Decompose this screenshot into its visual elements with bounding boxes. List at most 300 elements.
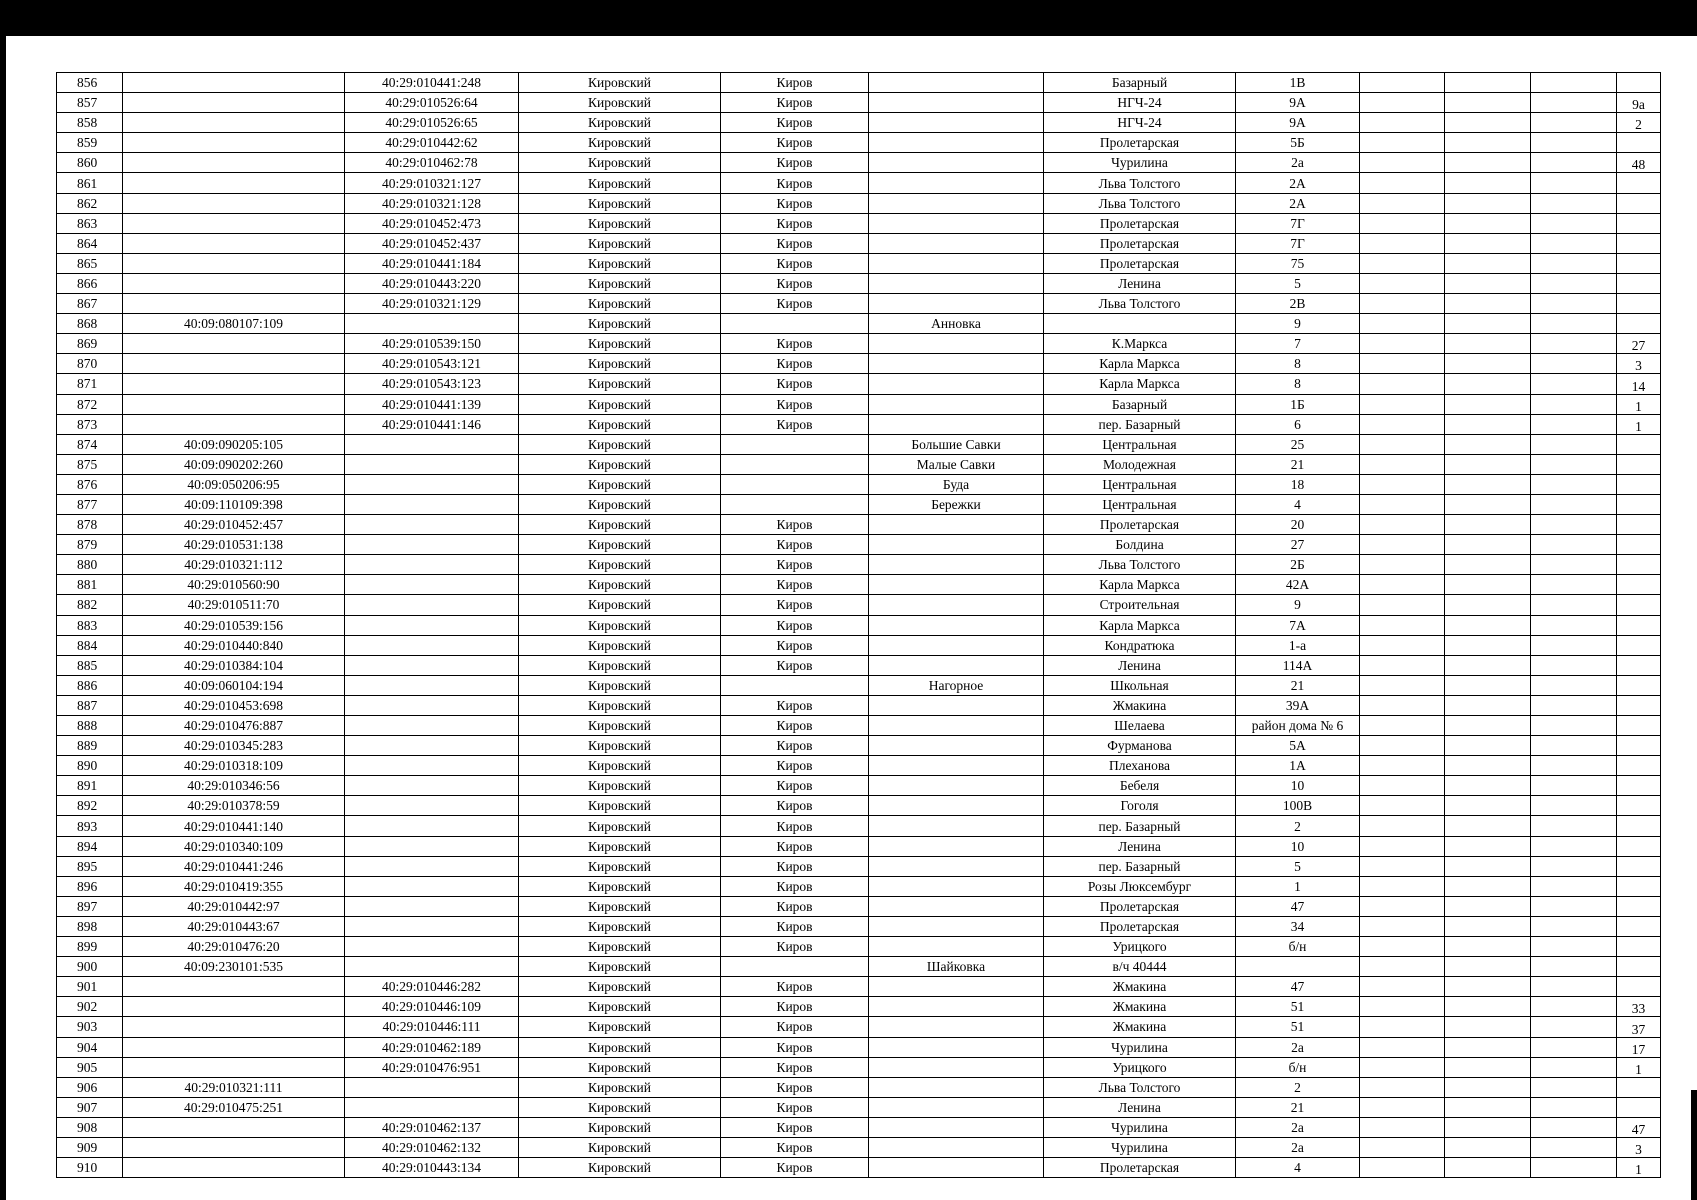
extra-col-1-cell (1360, 575, 1445, 595)
district-cell: Кировский (519, 675, 721, 695)
house-number-cell (1236, 957, 1360, 977)
district-cell: Кировский (519, 133, 721, 153)
extra-col-2-cell (1445, 394, 1531, 414)
cadastral-number-building-cell: 40:29:010321:127 (345, 173, 519, 193)
cadastral-number-building-cell (345, 856, 519, 876)
district-cell: Кировский (519, 716, 721, 736)
city-cell: Киров (721, 756, 869, 776)
street-cell: Ленина (1044, 1097, 1236, 1117)
extra-col-2-cell (1445, 334, 1531, 354)
house-number-cell: 39А (1236, 695, 1360, 715)
city-cell: Киров (721, 1137, 869, 1157)
unit-number-cell (1617, 736, 1661, 756)
settlement-cell (869, 133, 1044, 153)
street-cell: в/ч 40444 (1044, 957, 1236, 977)
row-number-cell: 859 (57, 133, 123, 153)
extra-col-1-cell (1360, 294, 1445, 314)
extra-col-2-cell (1445, 354, 1531, 374)
cadastral-number-land-cell: 40:29:010441:246 (123, 856, 345, 876)
extra-col-2-cell (1445, 635, 1531, 655)
street-cell (1044, 314, 1236, 334)
unit-number-cell: 37 (1617, 1017, 1661, 1037)
table-row (57, 876, 1661, 896)
row-number-cell: 858 (57, 113, 123, 133)
settlement-cell (869, 233, 1044, 253)
settlement-cell (869, 1158, 1044, 1178)
settlement-cell: Буда (869, 474, 1044, 494)
street-cell: Кондратюка (1044, 635, 1236, 655)
cadastral-number-land-cell (123, 153, 345, 173)
extra-col-3-cell (1531, 776, 1617, 796)
district-cell: Кировский (519, 193, 721, 213)
table-row (57, 977, 1661, 997)
row-number-cell: 910 (57, 1158, 123, 1178)
settlement-cell (869, 635, 1044, 655)
extra-col-3-cell (1531, 515, 1617, 535)
table-row (57, 997, 1661, 1017)
cadastral-number-building-cell (345, 314, 519, 334)
cadastral-number-building-cell: 40:29:010462:78 (345, 153, 519, 173)
street-cell: Жмакина (1044, 695, 1236, 715)
street-cell: Льва Толстого (1044, 193, 1236, 213)
cadastral-number-building-cell (345, 816, 519, 836)
house-number-cell: 75 (1236, 253, 1360, 273)
table-row (57, 736, 1661, 756)
cadastral-number-building-cell (345, 756, 519, 776)
district-cell: Кировский (519, 796, 721, 816)
settlement-cell: Большие Савки (869, 434, 1044, 454)
table-row (57, 394, 1661, 414)
house-number-cell: 1А (1236, 756, 1360, 776)
extra-col-1-cell (1360, 555, 1445, 575)
cadastral-number-land-cell (123, 414, 345, 434)
cadastral-number-building-cell (345, 655, 519, 675)
house-number-cell: 1В (1236, 73, 1360, 93)
table-row (57, 796, 1661, 816)
extra-col-3-cell (1531, 173, 1617, 193)
extra-col-1-cell (1360, 334, 1445, 354)
house-number-cell: 7Г (1236, 213, 1360, 233)
house-number-cell: 51 (1236, 1017, 1360, 1037)
city-cell: Киров (721, 193, 869, 213)
district-cell: Кировский (519, 454, 721, 474)
cadastral-number-building-cell: 40:29:010446:282 (345, 977, 519, 997)
cadastral-number-building-cell: 40:29:010321:129 (345, 294, 519, 314)
settlement-cell (869, 856, 1044, 876)
extra-col-3-cell (1531, 93, 1617, 113)
city-cell: Киров (721, 1158, 869, 1178)
extra-col-3-cell (1531, 1077, 1617, 1097)
cadastral-number-land-cell: 40:29:010378:59 (123, 796, 345, 816)
cadastral-number-building-cell (345, 736, 519, 756)
extra-col-2-cell (1445, 173, 1531, 193)
cadastral-number-land-cell: 40:29:010453:698 (123, 695, 345, 715)
property-registry-table (56, 72, 1661, 1178)
extra-col-3-cell (1531, 394, 1617, 414)
table-row (57, 474, 1661, 494)
extra-col-3-cell (1531, 937, 1617, 957)
street-cell: Пролетарская (1044, 515, 1236, 535)
city-cell: Киров (721, 856, 869, 876)
row-number-cell: 909 (57, 1137, 123, 1157)
extra-col-2-cell (1445, 494, 1531, 514)
table-row (57, 294, 1661, 314)
unit-number-cell (1617, 494, 1661, 514)
extra-col-3-cell (1531, 896, 1617, 916)
district-cell: Кировский (519, 756, 721, 776)
district-cell: Кировский (519, 113, 721, 133)
table-row (57, 937, 1661, 957)
district-cell: Кировский (519, 1097, 721, 1117)
district-cell: Кировский (519, 394, 721, 414)
extra-col-3-cell (1531, 655, 1617, 675)
district-cell: Кировский (519, 1137, 721, 1157)
table-row (57, 856, 1661, 876)
table-row (57, 153, 1661, 173)
city-cell: Киров (721, 173, 869, 193)
unit-number-cell (1617, 314, 1661, 334)
district-cell: Кировский (519, 294, 721, 314)
row-number-cell: 897 (57, 896, 123, 916)
district-cell: Кировский (519, 856, 721, 876)
settlement-cell (869, 193, 1044, 213)
street-cell: Центральная (1044, 494, 1236, 514)
table-row (57, 494, 1661, 514)
row-number-cell: 861 (57, 173, 123, 193)
table-row (57, 273, 1661, 293)
district-cell: Кировский (519, 595, 721, 615)
city-cell: Киров (721, 233, 869, 253)
city-cell: Киров (721, 213, 869, 233)
extra-col-2-cell (1445, 253, 1531, 273)
cadastral-number-building-cell (345, 434, 519, 454)
extra-col-2-cell (1445, 937, 1531, 957)
street-cell: Молодежная (1044, 454, 1236, 474)
district-cell: Кировский (519, 655, 721, 675)
row-number-cell: 871 (57, 374, 123, 394)
unit-number-cell (1617, 273, 1661, 293)
house-number-cell: 27 (1236, 535, 1360, 555)
extra-col-3-cell (1531, 997, 1617, 1017)
extra-col-3-cell (1531, 1097, 1617, 1117)
cadastral-number-land-cell: 40:29:010321:112 (123, 555, 345, 575)
unit-number-cell (1617, 957, 1661, 977)
city-cell: Киров (721, 595, 869, 615)
extra-col-2-cell (1445, 1097, 1531, 1117)
district-cell: Кировский (519, 1057, 721, 1077)
settlement-cell (869, 716, 1044, 736)
extra-col-1-cell (1360, 193, 1445, 213)
street-cell: Льва Толстого (1044, 555, 1236, 575)
unit-number-cell (1617, 515, 1661, 535)
row-number-cell: 880 (57, 555, 123, 575)
row-number-cell: 892 (57, 796, 123, 816)
cadastral-number-building-cell (345, 876, 519, 896)
house-number-cell: 10 (1236, 836, 1360, 856)
unit-number-cell (1617, 253, 1661, 273)
district-cell: Кировский (519, 1117, 721, 1137)
extra-col-3-cell (1531, 1057, 1617, 1077)
district-cell: Кировский (519, 836, 721, 856)
extra-col-2-cell (1445, 454, 1531, 474)
street-cell: Центральная (1044, 474, 1236, 494)
cadastral-number-building-cell: 40:29:010543:123 (345, 374, 519, 394)
row-number-cell: 860 (57, 153, 123, 173)
extra-col-3-cell (1531, 434, 1617, 454)
unit-number-cell (1617, 73, 1661, 93)
cadastral-number-land-cell: 40:29:010476:887 (123, 716, 345, 736)
unit-number-cell (1617, 555, 1661, 575)
settlement-cell (869, 1117, 1044, 1137)
cadastral-number-building-cell: 40:29:010543:121 (345, 354, 519, 374)
extra-col-1-cell (1360, 494, 1445, 514)
settlement-cell: Нагорное (869, 675, 1044, 695)
house-number-cell: 1Б (1236, 394, 1360, 414)
unit-number-cell (1617, 535, 1661, 555)
settlement-cell (869, 173, 1044, 193)
house-number-cell: 8 (1236, 354, 1360, 374)
settlement-cell: Шайковка (869, 957, 1044, 977)
extra-col-1-cell (1360, 1158, 1445, 1178)
district-cell: Кировский (519, 1077, 721, 1097)
table-row (57, 1137, 1661, 1157)
house-number-cell: 8 (1236, 374, 1360, 394)
extra-col-2-cell (1445, 916, 1531, 936)
cadastral-number-building-cell (345, 916, 519, 936)
street-cell: Строительная (1044, 595, 1236, 615)
extra-col-2-cell (1445, 434, 1531, 454)
settlement-cell (869, 816, 1044, 836)
street-cell: Базарный (1044, 394, 1236, 414)
extra-col-2-cell (1445, 816, 1531, 836)
extra-col-3-cell (1531, 1158, 1617, 1178)
extra-col-3-cell (1531, 977, 1617, 997)
house-number-cell: 2 (1236, 816, 1360, 836)
table-row (57, 1017, 1661, 1037)
table-row (57, 716, 1661, 736)
unit-number-cell (1617, 1097, 1661, 1117)
city-cell: Киров (721, 1077, 869, 1097)
settlement-cell (869, 776, 1044, 796)
extra-col-1-cell (1360, 1097, 1445, 1117)
street-cell: Пролетарская (1044, 896, 1236, 916)
city-cell: Киров (721, 294, 869, 314)
extra-col-2-cell (1445, 575, 1531, 595)
extra-col-2-cell (1445, 1037, 1531, 1057)
cadastral-number-land-cell: 40:09:230101:535 (123, 957, 345, 977)
district-cell: Кировский (519, 1037, 721, 1057)
cadastral-number-land-cell (123, 173, 345, 193)
city-cell: Киров (721, 414, 869, 434)
table-row (57, 595, 1661, 615)
table-row (57, 213, 1661, 233)
row-number-cell: 866 (57, 273, 123, 293)
house-number-cell: 10 (1236, 776, 1360, 796)
row-number-cell: 883 (57, 615, 123, 635)
row-number-cell: 891 (57, 776, 123, 796)
cadastral-number-building-cell: 40:29:010452:437 (345, 233, 519, 253)
row-number-cell: 876 (57, 474, 123, 494)
settlement-cell (869, 876, 1044, 896)
extra-col-2-cell (1445, 675, 1531, 695)
street-cell: Пролетарская (1044, 253, 1236, 273)
cadastral-number-land-cell: 40:29:010384:104 (123, 655, 345, 675)
cadastral-number-building-cell: 40:29:010321:128 (345, 193, 519, 213)
district-cell: Кировский (519, 73, 721, 93)
cadastral-number-building-cell (345, 635, 519, 655)
unit-number-cell (1617, 133, 1661, 153)
settlement-cell (869, 736, 1044, 756)
unit-number-cell (1617, 294, 1661, 314)
cadastral-number-land-cell (123, 977, 345, 997)
row-number-cell: 857 (57, 93, 123, 113)
house-number-cell: б/н (1236, 937, 1360, 957)
cadastral-number-building-cell (345, 494, 519, 514)
district-cell: Кировский (519, 575, 721, 595)
street-cell: Бебеля (1044, 776, 1236, 796)
table-row (57, 535, 1661, 555)
row-number-cell: 877 (57, 494, 123, 514)
house-number-cell: 5Б (1236, 133, 1360, 153)
settlement-cell (869, 515, 1044, 535)
extra-col-1-cell (1360, 937, 1445, 957)
street-cell: Карла Маркса (1044, 374, 1236, 394)
extra-col-1-cell (1360, 474, 1445, 494)
table-row (57, 896, 1661, 916)
table-row (57, 233, 1661, 253)
extra-col-1-cell (1360, 1037, 1445, 1057)
unit-number-cell: 3 (1617, 1137, 1661, 1157)
city-cell: Киров (721, 836, 869, 856)
extra-col-1-cell (1360, 173, 1445, 193)
settlement-cell (869, 575, 1044, 595)
table-row (57, 756, 1661, 776)
row-number-cell: 896 (57, 876, 123, 896)
extra-col-1-cell (1360, 73, 1445, 93)
house-number-cell: 2а (1236, 1037, 1360, 1057)
extra-col-1-cell (1360, 273, 1445, 293)
cadastral-number-land-cell: 40:29:010443:67 (123, 916, 345, 936)
extra-col-3-cell (1531, 294, 1617, 314)
city-cell: Киров (721, 997, 869, 1017)
extra-col-2-cell (1445, 977, 1531, 997)
street-cell: Льва Толстого (1044, 173, 1236, 193)
row-number-cell: 901 (57, 977, 123, 997)
cadastral-number-land-cell: 40:29:010560:90 (123, 575, 345, 595)
district-cell: Кировский (519, 535, 721, 555)
table-row (57, 957, 1661, 977)
house-number-cell: 2А (1236, 173, 1360, 193)
cadastral-number-land-cell (123, 1137, 345, 1157)
extra-col-3-cell (1531, 1017, 1617, 1037)
settlement-cell (869, 595, 1044, 615)
extra-col-2-cell (1445, 1017, 1531, 1037)
city-cell (721, 434, 869, 454)
table-row (57, 515, 1661, 535)
cadastral-number-land-cell: 40:29:010419:355 (123, 876, 345, 896)
house-number-cell: 21 (1236, 1097, 1360, 1117)
extra-col-3-cell (1531, 535, 1617, 555)
district-cell: Кировский (519, 1158, 721, 1178)
cadastral-number-land-cell: 40:29:010345:283 (123, 736, 345, 756)
settlement-cell (869, 354, 1044, 374)
district-cell: Кировский (519, 977, 721, 997)
extra-col-2-cell (1445, 615, 1531, 635)
row-number-cell: 868 (57, 314, 123, 334)
row-number-cell: 856 (57, 73, 123, 93)
unit-number-cell: 27 (1617, 334, 1661, 354)
extra-col-2-cell (1445, 756, 1531, 776)
unit-number-cell (1617, 937, 1661, 957)
house-number-cell: 6 (1236, 414, 1360, 434)
street-cell: Пролетарская (1044, 133, 1236, 153)
street-cell: Карла Маркса (1044, 615, 1236, 635)
cadastral-number-building-cell: 40:29:010441:146 (345, 414, 519, 434)
house-number-cell: 5А (1236, 736, 1360, 756)
extra-col-3-cell (1531, 736, 1617, 756)
row-number-cell: 885 (57, 655, 123, 675)
extra-col-2-cell (1445, 193, 1531, 213)
cadastral-number-land-cell (123, 133, 345, 153)
extra-col-1-cell (1360, 876, 1445, 896)
extra-col-2-cell (1445, 655, 1531, 675)
extra-col-3-cell (1531, 695, 1617, 715)
cadastral-number-land-cell (123, 1117, 345, 1137)
unit-number-cell (1617, 233, 1661, 253)
settlement-cell (869, 977, 1044, 997)
settlement-cell (869, 937, 1044, 957)
district-cell: Кировский (519, 474, 721, 494)
street-cell: пер. Базарный (1044, 816, 1236, 836)
table-row (57, 314, 1661, 334)
house-number-cell: 9А (1236, 93, 1360, 113)
unit-number-cell (1617, 756, 1661, 776)
extra-col-3-cell (1531, 756, 1617, 776)
cadastral-number-building-cell (345, 896, 519, 916)
city-cell: Киров (721, 916, 869, 936)
extra-col-2-cell (1445, 957, 1531, 977)
cadastral-number-land-cell: 40:29:010442:97 (123, 896, 345, 916)
extra-col-3-cell (1531, 253, 1617, 273)
street-cell: Жмакина (1044, 1017, 1236, 1037)
unit-number-cell (1617, 776, 1661, 796)
extra-col-2-cell (1445, 474, 1531, 494)
row-number-cell: 904 (57, 1037, 123, 1057)
cadastral-number-land-cell: 40:09:080107:109 (123, 314, 345, 334)
extra-col-1-cell (1360, 233, 1445, 253)
table-row (57, 655, 1661, 675)
extra-col-2-cell (1445, 73, 1531, 93)
cadastral-number-building-cell (345, 695, 519, 715)
street-cell: Базарный (1044, 73, 1236, 93)
table-row (57, 193, 1661, 213)
city-cell: Киров (721, 937, 869, 957)
street-cell: пер. Базарный (1044, 856, 1236, 876)
row-number-cell: 900 (57, 957, 123, 977)
row-number-cell: 884 (57, 635, 123, 655)
house-number-cell: 9А (1236, 113, 1360, 133)
district-cell: Кировский (519, 253, 721, 273)
unit-number-cell (1617, 474, 1661, 494)
cadastral-number-land-cell: 40:29:010531:138 (123, 535, 345, 555)
cadastral-number-building-cell: 40:29:010446:111 (345, 1017, 519, 1037)
district-cell: Кировский (519, 314, 721, 334)
row-number-cell: 872 (57, 394, 123, 414)
unit-number-cell (1617, 575, 1661, 595)
row-number-cell: 865 (57, 253, 123, 273)
cadastral-number-land-cell: 40:29:010539:156 (123, 615, 345, 635)
table-row (57, 173, 1661, 193)
